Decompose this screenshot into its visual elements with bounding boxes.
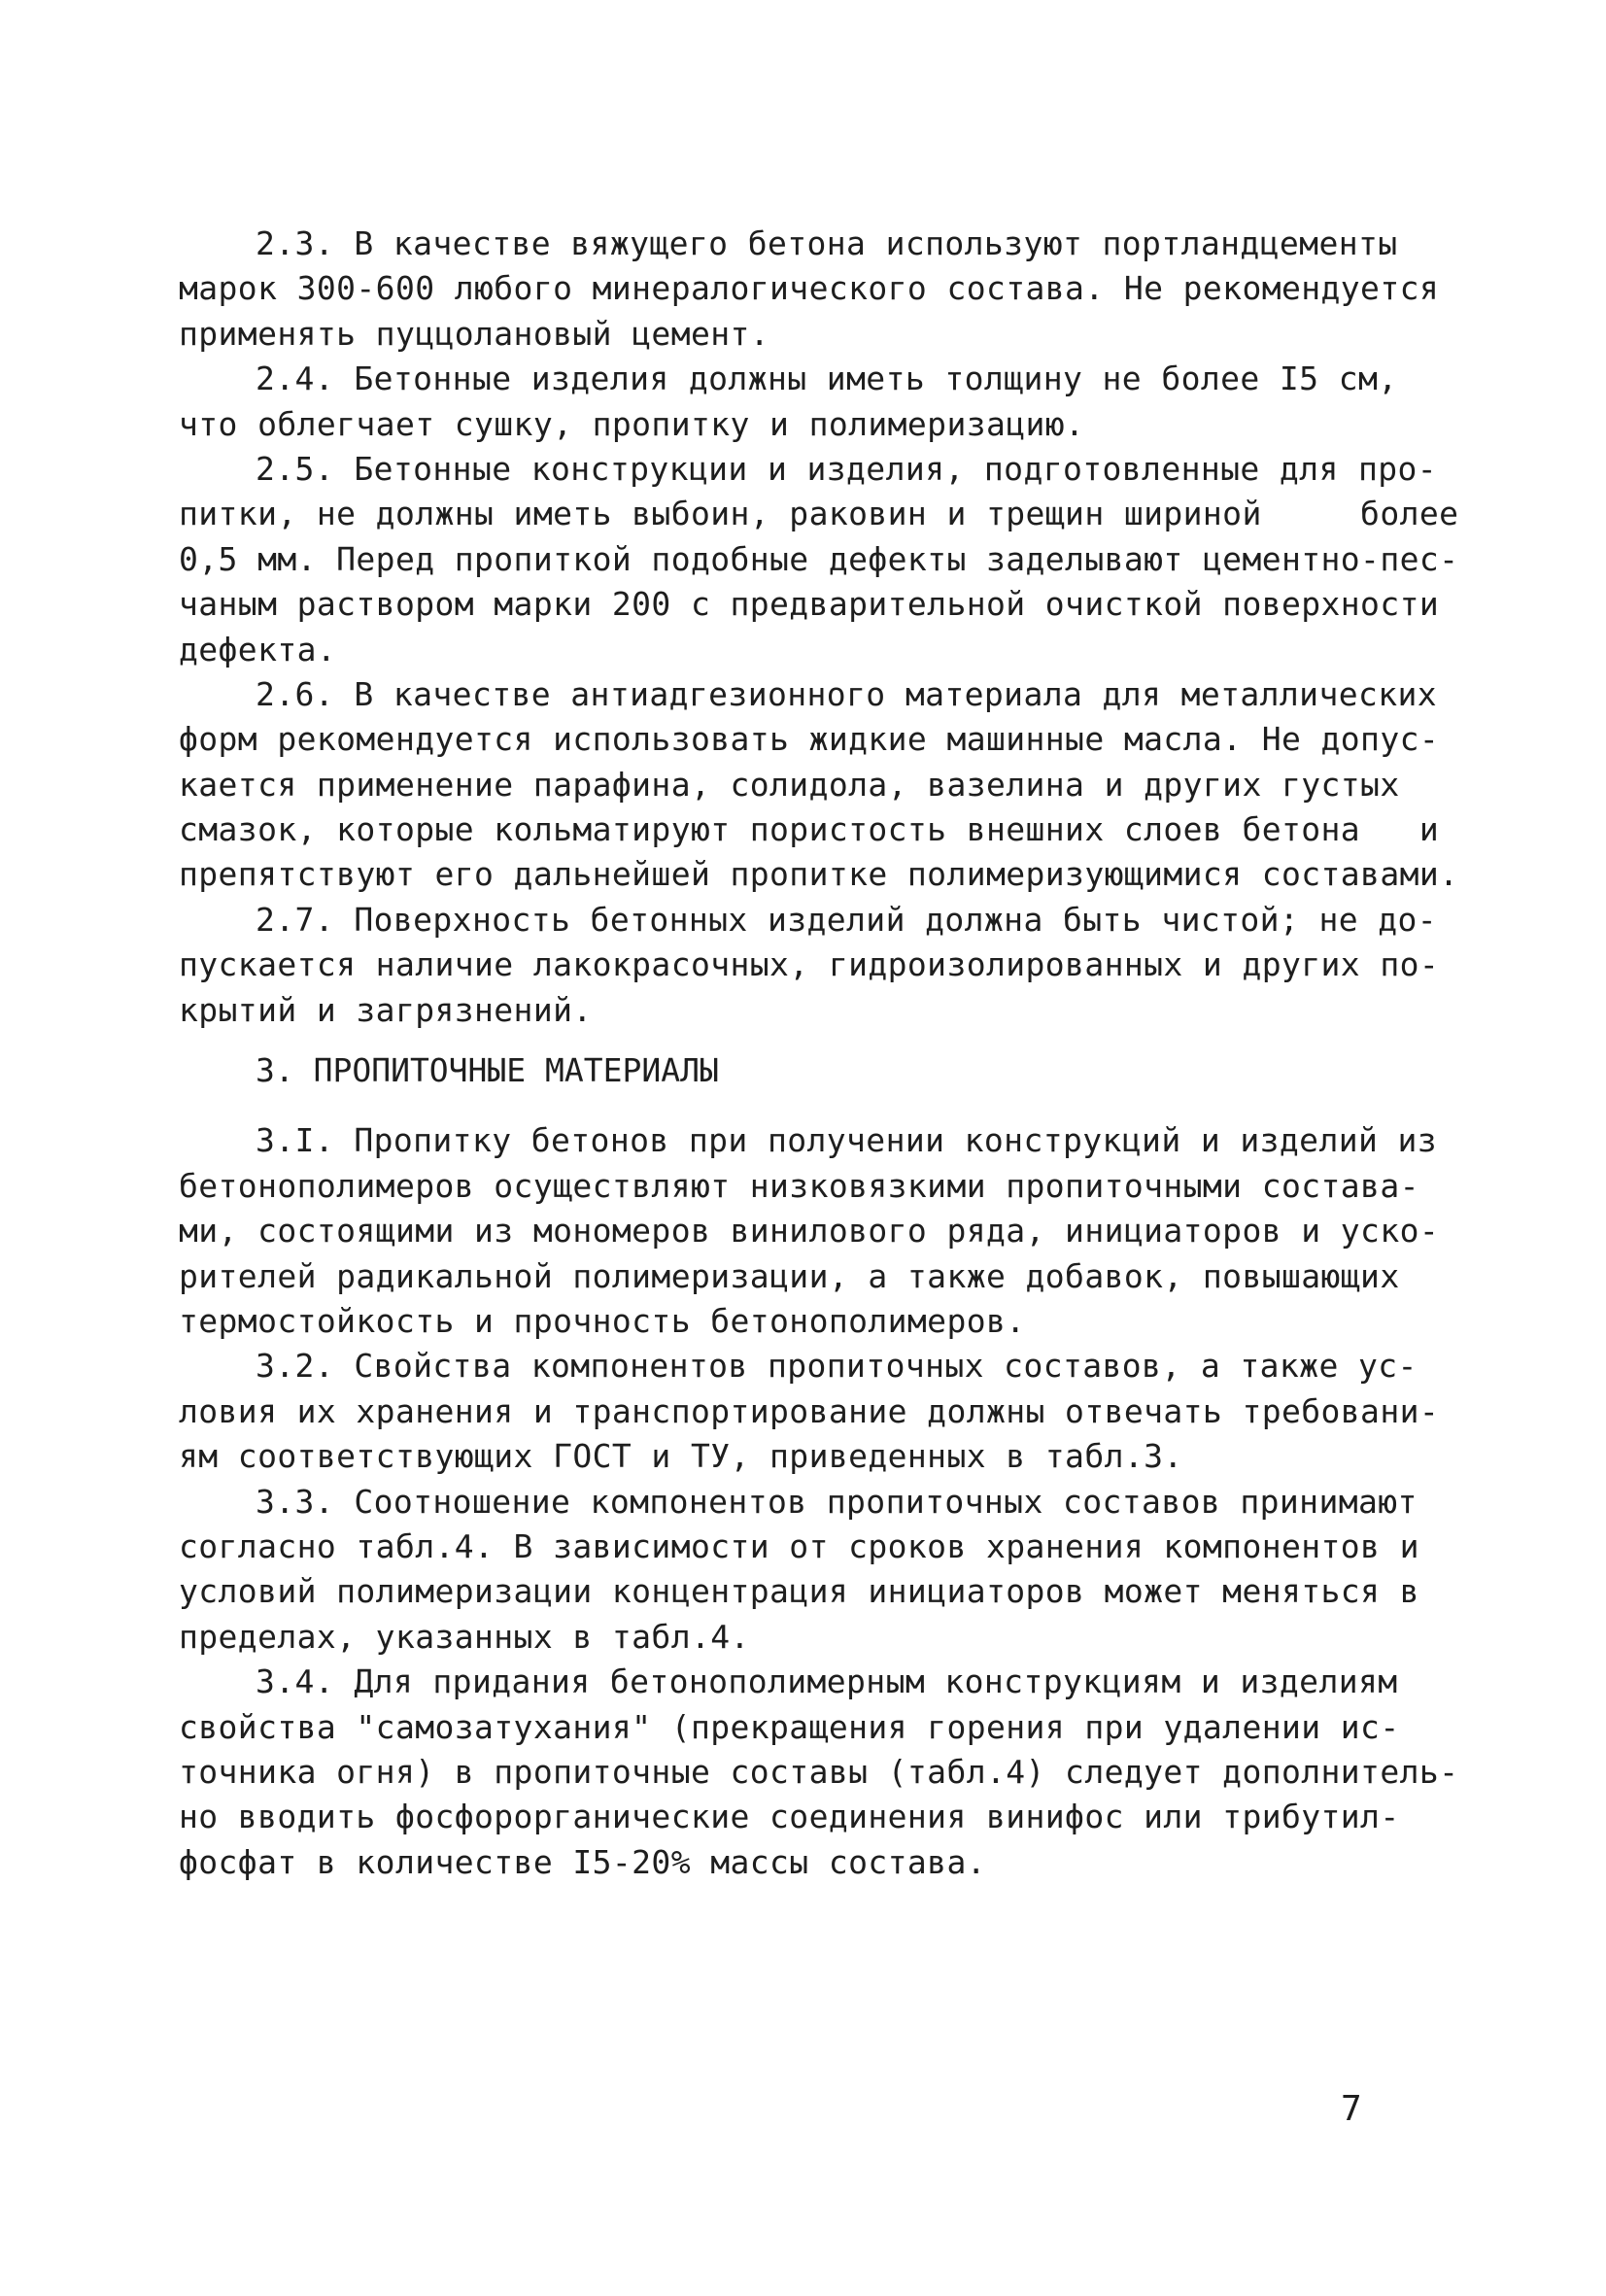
text-line: питки, не должны иметь выбоин, раковин и трещин шириной более <box>179 495 1459 533</box>
text-line: применять пуццолановый цемент. <box>179 314 770 353</box>
text-line: пускается наличие лакокрасочных, гидроизолированных и других по- <box>179 945 1440 984</box>
text-line: 2.7. Поверхность бетонных изделий должна быть чистой; не до- <box>256 900 1438 939</box>
text-line: 2.4. Бетонные изделия должны иметь толщину не более I5 см, <box>256 360 1398 398</box>
section-heading: 3. ПРОПИТОЧНЫЕ МАТЕРИАЛЫ <box>256 1051 719 1090</box>
text-line: крытий и загрязнений. <box>179 990 593 1029</box>
text-line: термостойкость и прочность бетонополимеров. <box>179 1302 1026 1340</box>
paragraph-2-3 <box>179 222 1440 357</box>
paragraph-2-4 <box>179 357 1432 447</box>
text-line: условий полимеризации концентрация инициаторов может меняться в <box>179 1572 1419 1611</box>
text-line: согласно табл.4. В зависимости от сроков хранения компонентов и <box>179 1526 1419 1565</box>
text-line: пределах, указанных в табл.4. <box>179 1617 750 1656</box>
text-line: ми, состоящими из мономеров винилового ряда, инициаторов и уско- <box>179 1212 1440 1251</box>
paragraph-2-5 <box>179 447 1459 672</box>
text-line: свойства "самозатухания" (прекращения горения при удалении ис- <box>179 1707 1400 1746</box>
text-line: ловия их хранения и транспортирование должны отвечать требовани- <box>179 1391 1440 1430</box>
text-line: смазок, которые кольматируют пористость внешних слоев бетона и <box>179 810 1440 849</box>
text-line: кается применение парафина, солидола, вазелина и других густых <box>179 765 1400 804</box>
text-line: чаным раствором марки 200 с предварительной очисткой поверхности <box>179 585 1440 624</box>
text-line: 2.5. Бетонные конструкции и изделия, подготовленные для про- <box>256 449 1438 488</box>
text-line: точника огня) в пропиточные составы (табл.4) следует дополнитель- <box>179 1752 1459 1791</box>
text-line: но вводить фосфорорганические соединения винифос или трибутил- <box>179 1798 1400 1836</box>
paragraph-3-2 <box>179 1344 1440 1479</box>
text-line: рителей радикальной полимеризации, а также добавок, повышающих <box>179 1256 1400 1295</box>
text-line: 2.6. В качестве антиадгезионного материала для металлических <box>256 674 1438 713</box>
paragraph-3-1 <box>179 1118 1440 1344</box>
text-line: марок 300-600 любого минералогического состава. Не рекомендуется <box>179 269 1440 308</box>
page-number: 7 <box>1341 2089 1362 2129</box>
paragraph-3-3 <box>179 1480 1432 1661</box>
text-line: фосфат в количестве I5-20% массы состава. <box>179 1842 986 1881</box>
text-line: бетонополимеров осуществляют низковязкими пропиточными состава- <box>179 1166 1419 1205</box>
paragraph-3-4 <box>179 1660 1459 1885</box>
text-line: что облегчает сушку, пропитку и полимеризацию. <box>179 404 1085 443</box>
text-line: 0,5 мм. Перед пропиткой подобные дефекты заделывают цементно-пес- <box>179 539 1459 578</box>
text-line: 3.3. Соотношение компонентов пропиточных составов принимают <box>256 1482 1418 1521</box>
body-text <box>179 222 1459 1885</box>
paragraph-2-7 <box>179 898 1440 1033</box>
text-line: дефекта. <box>179 630 337 668</box>
text-line: препятствуют его дальнейшей пропитке полимеризующимися составами. <box>179 855 1459 894</box>
text-line: ям соответствующих ГОСТ и ТУ, приведенных в табл.3. <box>179 1437 1183 1476</box>
text-line: 3.2. Свойства компонентов пропиточных составов, а также ус- <box>256 1347 1418 1386</box>
paragraph-2-6 <box>179 672 1459 898</box>
text-line: 3.4. Для придания бетонополимерным конструкциям и изделиям <box>256 1662 1398 1701</box>
text-line: 2.3. В качестве вяжущего бетона используют портландцементы <box>256 224 1398 262</box>
text-line: 3.I. Пропитку бетонов при получении конструкций и изделий из <box>256 1121 1438 1160</box>
text-line: форм рекомендуется использовать жидкие машинные масла. Не допус- <box>179 720 1440 759</box>
